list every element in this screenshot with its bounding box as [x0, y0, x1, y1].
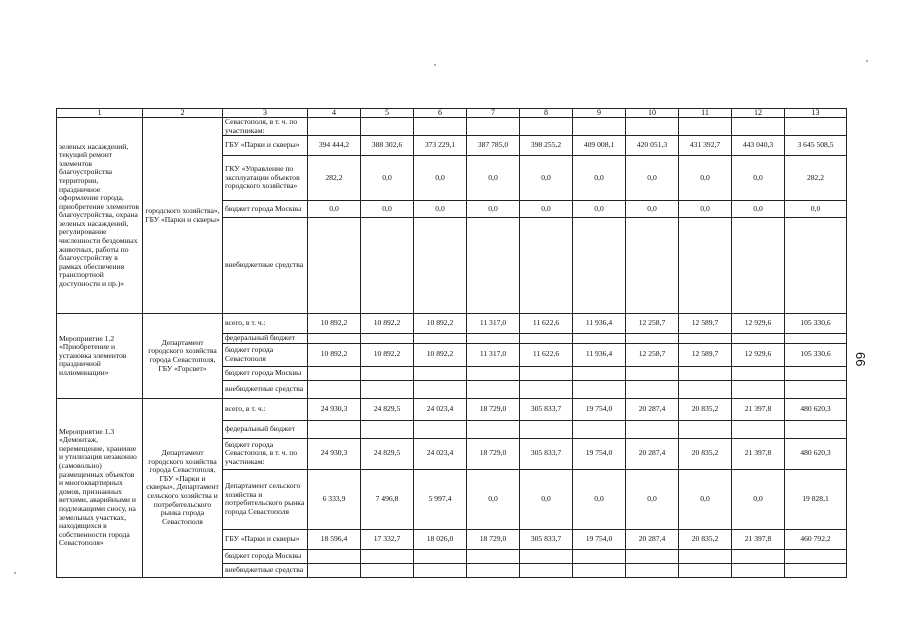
year-value-cell — [361, 549, 414, 563]
year-value-cell — [308, 118, 361, 136]
year-value-cell: 20 835,2 — [679, 398, 732, 420]
year-value-cell: 0,0 — [679, 156, 732, 201]
year-value-cell: 10 892,2 — [414, 343, 467, 366]
year-value-cell: 443 040,3 — [732, 136, 785, 156]
year-value-cell — [414, 380, 467, 398]
year-value-cell — [679, 218, 732, 314]
total-value-cell: 480 620,3 — [785, 438, 847, 469]
year-value-cell — [626, 218, 679, 314]
column-number: 11 — [679, 109, 732, 118]
total-value-cell: 480 620,3 — [785, 398, 847, 420]
year-value-cell — [467, 218, 520, 314]
year-value-cell: 21 397,8 — [732, 529, 785, 549]
table-row — [57, 314, 847, 334]
table-row — [57, 398, 847, 420]
funding-source-cell: Севастополя, в т. ч. по участникам: — [223, 118, 308, 136]
year-value-cell: 0,0 — [732, 201, 785, 218]
year-value-cell — [361, 334, 414, 344]
year-value-cell: 20 287,4 — [626, 529, 679, 549]
year-value-cell — [361, 118, 414, 136]
funding-source-cell: всего, в т. ч.: — [223, 314, 308, 334]
year-value-cell: 5 997,4 — [414, 469, 467, 529]
year-value-cell — [520, 366, 573, 380]
year-value-cell — [573, 380, 626, 398]
column-number: 3 — [223, 109, 308, 118]
year-value-cell: 431 392,7 — [679, 136, 732, 156]
year-value-cell — [732, 549, 785, 563]
year-value-cell — [520, 118, 573, 136]
column-number: 13 — [785, 109, 847, 118]
year-value-cell: 18 596,4 — [308, 529, 361, 549]
year-value-cell: 24 023,4 — [414, 438, 467, 469]
year-value-cell — [467, 563, 520, 577]
year-value-cell: 20 287,4 — [626, 398, 679, 420]
year-value-cell: 387 785,0 — [467, 136, 520, 156]
year-value-cell — [520, 334, 573, 344]
year-value-cell: 19 754,0 — [573, 529, 626, 549]
year-value-cell: 0,0 — [467, 201, 520, 218]
year-value-cell — [414, 420, 467, 438]
year-value-cell: 18 026,0 — [414, 529, 467, 549]
total-value-cell — [785, 334, 847, 344]
total-value-cell: 460 792,2 — [785, 529, 847, 549]
year-value-cell: 24 023,4 — [414, 398, 467, 420]
year-value-cell — [679, 563, 732, 577]
year-value-cell — [732, 420, 785, 438]
year-value-cell: 6 333,9 — [308, 469, 361, 529]
funding-source-cell: внебюджетные средства — [223, 218, 308, 314]
year-value-cell: 21 397,8 — [732, 438, 785, 469]
year-value-cell: 0,0 — [679, 469, 732, 529]
year-value-cell: 19 754,0 — [573, 398, 626, 420]
year-value-cell: 0,0 — [626, 156, 679, 201]
year-value-cell: 0,0 — [626, 201, 679, 218]
total-value-cell: 282,2 — [785, 156, 847, 201]
year-value-cell — [467, 549, 520, 563]
year-value-cell — [520, 549, 573, 563]
year-value-cell — [414, 549, 467, 563]
year-value-cell — [732, 366, 785, 380]
year-value-cell: 24 930,3 — [308, 398, 361, 420]
year-value-cell — [573, 218, 626, 314]
year-value-cell — [361, 218, 414, 314]
year-value-cell — [520, 563, 573, 577]
page-number: 66 — [853, 352, 868, 367]
year-value-cell — [520, 420, 573, 438]
year-value-cell — [626, 334, 679, 344]
year-value-cell — [573, 549, 626, 563]
year-value-cell: 21 397,8 — [732, 398, 785, 420]
year-value-cell: 12 258,7 — [626, 343, 679, 366]
year-value-cell: 0,0 — [520, 469, 573, 529]
funding-source-cell: бюджет города Москвы — [223, 549, 308, 563]
year-value-cell — [361, 380, 414, 398]
year-value-cell: 24 829,5 — [361, 398, 414, 420]
budget-table — [56, 108, 847, 578]
year-value-cell — [520, 218, 573, 314]
year-value-cell: 24 930,3 — [308, 438, 361, 469]
year-value-cell — [626, 563, 679, 577]
year-value-cell: 0,0 — [467, 469, 520, 529]
funding-source-cell: внебюджетные средства — [223, 563, 308, 577]
year-value-cell: 0,0 — [573, 156, 626, 201]
executor-cell: городского хозяйства», ГБУ «Парки и скверы» — [143, 118, 223, 314]
year-value-cell — [679, 366, 732, 380]
year-value-cell — [732, 334, 785, 344]
funding-source-cell: ГКУ «Управление по эксплуатации объектов городского хозяйства» — [223, 156, 308, 201]
total-value-cell — [785, 420, 847, 438]
total-value-cell — [785, 380, 847, 398]
year-value-cell — [626, 118, 679, 136]
scan-speck — [434, 64, 436, 66]
year-value-cell: 11 936,4 — [573, 314, 626, 334]
year-value-cell: 282,2 — [308, 156, 361, 201]
scan-speck — [866, 60, 868, 62]
year-value-cell — [732, 380, 785, 398]
year-value-cell: 420 051,3 — [626, 136, 679, 156]
year-value-cell: 10 892,2 — [414, 314, 467, 334]
year-value-cell: 0,0 — [467, 156, 520, 201]
year-value-cell — [626, 420, 679, 438]
table-body — [57, 109, 847, 578]
total-value-cell: 105 330,6 — [785, 343, 847, 366]
year-value-cell — [679, 420, 732, 438]
year-value-cell — [467, 366, 520, 380]
year-value-cell — [414, 218, 467, 314]
executor-cell: Департамент городского хозяйства города Севастополя, ГБУ «Горсвет» — [143, 314, 223, 399]
year-value-cell: 305 833,7 — [520, 529, 573, 549]
year-value-cell: 398 255,2 — [520, 136, 573, 156]
year-value-cell — [573, 420, 626, 438]
year-value-cell: 0,0 — [308, 201, 361, 218]
funding-source-cell: федеральный бюджет — [223, 420, 308, 438]
year-value-cell: 7 496,8 — [361, 469, 414, 529]
year-value-cell: 18 729,0 — [467, 398, 520, 420]
year-value-cell — [679, 549, 732, 563]
year-value-cell: 305 833,7 — [520, 438, 573, 469]
year-value-cell: 10 892,2 — [361, 343, 414, 366]
year-value-cell — [467, 380, 520, 398]
year-value-cell — [308, 563, 361, 577]
year-value-cell — [679, 380, 732, 398]
total-value-cell — [785, 549, 847, 563]
total-value-cell: 3 645 508,5 — [785, 136, 847, 156]
year-value-cell — [573, 563, 626, 577]
year-value-cell — [308, 420, 361, 438]
year-value-cell: 305 833,7 — [520, 398, 573, 420]
total-value-cell — [785, 563, 847, 577]
year-value-cell: 18 729,0 — [467, 529, 520, 549]
total-value-cell — [785, 366, 847, 380]
funding-source-cell: внебюджетные средства — [223, 380, 308, 398]
total-value-cell — [785, 118, 847, 136]
funding-source-cell: бюджет города Москвы — [223, 366, 308, 380]
funding-source-cell: ГБУ «Парки и скверы» — [223, 529, 308, 549]
column-number: 7 — [467, 109, 520, 118]
year-value-cell — [467, 334, 520, 344]
funding-source-cell: ГБУ «Парки и скверы» — [223, 136, 308, 156]
column-number: 1 — [57, 109, 143, 118]
year-value-cell: 20 287,4 — [626, 438, 679, 469]
year-value-cell: 19 754,0 — [573, 438, 626, 469]
activity-cell: зеленых насаждений, текущий ремонт элементов благоустройства территории, праздничное оформление города, приобретение элементов благоустройства, охрана зеленых насаждений, регулирование численности бездомных животных, работы по благоустройству в рамках обеспечения транспортной доступности и пр.)» — [57, 118, 143, 314]
year-value-cell: 0,0 — [573, 201, 626, 218]
year-value-cell: 11 936,4 — [573, 343, 626, 366]
year-value-cell — [414, 366, 467, 380]
year-value-cell: 0,0 — [732, 156, 785, 201]
year-value-cell — [308, 380, 361, 398]
year-value-cell: 0,0 — [520, 201, 573, 218]
year-value-cell — [732, 118, 785, 136]
year-value-cell — [414, 334, 467, 344]
column-number: 5 — [361, 109, 414, 118]
activity-cell: Мероприятие 1.3 «Демонтаж, перемещение, хранение и утилизация незаконно (самовольно) размещенных объектов и многоквартирных домов, признанных ветхими, аварийными и подлежащими сносу, на земельных участках, находящихся в собственности города Севастополя» — [57, 398, 143, 577]
total-value-cell: 19 828,1 — [785, 469, 847, 529]
year-value-cell: 24 829,5 — [361, 438, 414, 469]
year-value-cell — [573, 334, 626, 344]
year-value-cell — [626, 549, 679, 563]
year-value-cell: 12 589,7 — [679, 314, 732, 334]
year-value-cell: 20 835,2 — [679, 438, 732, 469]
funding-source-cell: всего, в т. ч.: — [223, 398, 308, 420]
total-value-cell — [785, 218, 847, 314]
column-number: 4 — [308, 109, 361, 118]
year-value-cell: 12 929,6 — [732, 314, 785, 334]
year-value-cell: 18 729,0 — [467, 438, 520, 469]
funding-source-cell: федеральный бюджет — [223, 334, 308, 344]
column-number: 8 — [520, 109, 573, 118]
column-number: 12 — [732, 109, 785, 118]
year-value-cell — [308, 218, 361, 314]
year-value-cell: 0,0 — [414, 201, 467, 218]
year-value-cell: 0,0 — [520, 156, 573, 201]
year-value-cell — [308, 334, 361, 344]
column-number: 6 — [414, 109, 467, 118]
year-value-cell — [308, 366, 361, 380]
funding-source-cell: бюджет города Севастополя — [223, 343, 308, 366]
year-value-cell — [732, 218, 785, 314]
year-value-cell — [467, 118, 520, 136]
executor-cell: Департамент городского хозяйства города Севастополя, ГБУ «Парки и скверы», Департамент сельского хозяйства и потребительского рынка города Севастополя — [143, 398, 223, 577]
year-value-cell: 17 332,7 — [361, 529, 414, 549]
funding-source-cell: Департамент сельского хозяйства и потребительского рынка города Севастополя — [223, 469, 308, 529]
year-value-cell — [414, 118, 467, 136]
year-value-cell: 0,0 — [573, 469, 626, 529]
activity-cell: Мероприятие 1.2 «Приобретение и установка элементов праздничной иллюминации» — [57, 314, 143, 399]
year-value-cell — [520, 380, 573, 398]
year-value-cell — [361, 420, 414, 438]
year-value-cell — [361, 563, 414, 577]
year-value-cell — [414, 563, 467, 577]
column-number: 2 — [143, 109, 223, 118]
year-value-cell: 10 892,2 — [308, 343, 361, 366]
column-number-row — [57, 109, 847, 118]
year-value-cell — [679, 118, 732, 136]
year-value-cell — [573, 366, 626, 380]
year-value-cell — [679, 334, 732, 344]
column-number: 10 — [626, 109, 679, 118]
year-value-cell: 0,0 — [414, 156, 467, 201]
funding-source-cell: бюджет города Севастополя, в т. ч. по участникам: — [223, 438, 308, 469]
year-value-cell: 0,0 — [679, 201, 732, 218]
year-value-cell: 409 008,1 — [573, 136, 626, 156]
year-value-cell — [361, 366, 414, 380]
year-value-cell: 0,0 — [361, 156, 414, 201]
year-value-cell: 0,0 — [361, 201, 414, 218]
year-value-cell: 0,0 — [626, 469, 679, 529]
scan-speck — [14, 572, 16, 574]
year-value-cell: 394 444,2 — [308, 136, 361, 156]
year-value-cell: 373 229,1 — [414, 136, 467, 156]
year-value-cell: 0,0 — [732, 469, 785, 529]
year-value-cell: 11 622,6 — [520, 314, 573, 334]
year-value-cell: 11 317,0 — [467, 314, 520, 334]
year-value-cell: 388 302,6 — [361, 136, 414, 156]
year-value-cell — [626, 380, 679, 398]
year-value-cell: 12 929,6 — [732, 343, 785, 366]
table-row — [57, 118, 847, 136]
column-number: 9 — [573, 109, 626, 118]
year-value-cell — [573, 118, 626, 136]
year-value-cell — [732, 563, 785, 577]
year-value-cell: 10 892,2 — [308, 314, 361, 334]
year-value-cell — [626, 366, 679, 380]
year-value-cell: 12 589,7 — [679, 343, 732, 366]
year-value-cell: 10 892,2 — [361, 314, 414, 334]
year-value-cell: 20 835,2 — [679, 529, 732, 549]
year-value-cell — [467, 420, 520, 438]
year-value-cell: 11 622,6 — [520, 343, 573, 366]
year-value-cell — [308, 549, 361, 563]
year-value-cell: 11 317,0 — [467, 343, 520, 366]
total-value-cell: 105 330,6 — [785, 314, 847, 334]
total-value-cell: 0,0 — [785, 201, 847, 218]
year-value-cell: 12 258,7 — [626, 314, 679, 334]
funding-source-cell: бюджет города Москвы — [223, 201, 308, 218]
